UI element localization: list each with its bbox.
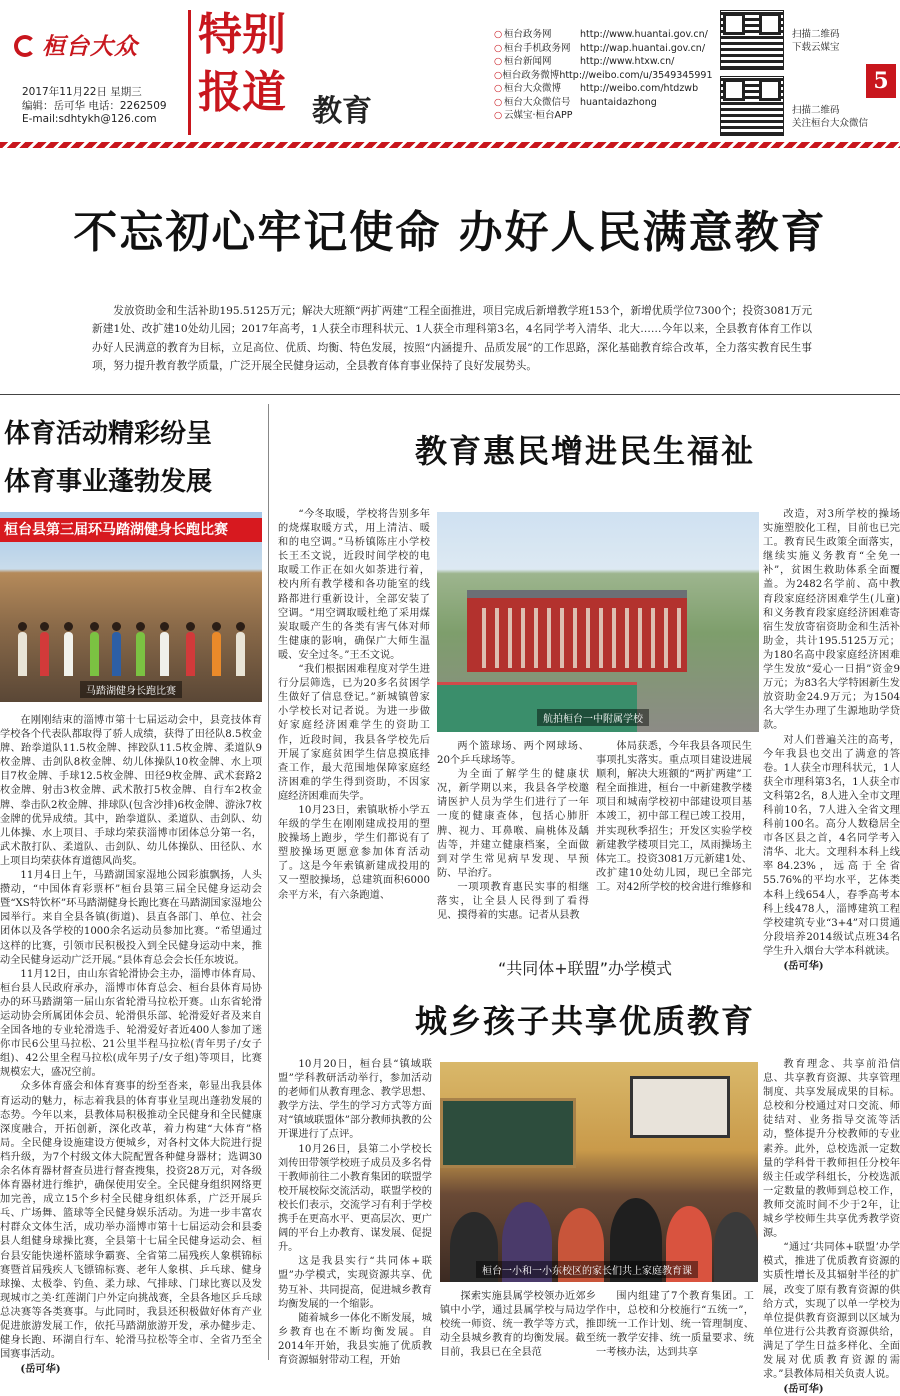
runner-figure — [18, 632, 27, 676]
qr-bottom-label — [792, 104, 868, 130]
projector-screen — [630, 1076, 730, 1138]
article-paragraph: 11月12日，由山东省轮滑协会主办，淄博市体育局、桓台县人民政府承办，淄博市体育总会、桓台县体育局协办的环马踏湖第一届山东省轮滑马拉松开赛。山东省轮滑运动协会所属团体会员、轮滑俱乐部、轮滑爱好者及来自全国各地的专业轮滑选手、轮滑爱好者近400人参加了迷你市民6公里马拉松、21公里半程马拉松(青年男子/女子组)、42公里全程马拉松(成年男子/女子组)等项目，比赛规模宏大，盛况空前。 — [0, 968, 262, 1079]
photo-caption: 航拍桓台一中附属学校 — [537, 709, 649, 726]
media-link-row[interactable] — [494, 42, 710, 56]
article-paragraph: 众多体育盛会和体育赛事的纷至沓来，彰显出我县体育运动的魅力，标志着我县的体育事业呈现出蓬勃发展的态势。今年以来，县教体局积极推动全民健身和全民健康深度融合，开拓创新，深化改革，着力构建“大体育”格局。全民健身设施建设方便城乡，对各村文体大院进行提档升级，为7个村级文体大院配置各种健身器材；选调30余名体育器材督查员进行督查搜集，投资28万元，对各级体育器材进行维护，确保使用安全。全民健身组织网络更加完善，成立15个乡村全民健身组织体系，广泛开展乒乓、广场舞、篮球等全民健身娱乐活动。为进一步丰富农村群众文体生活，成功举办淄博市第十七届运动会和县委县人组健身球操比赛，全县第十七届全民健身运动会、桓台县安能快递杯篮球争霸赛、全省第二届残疾人象棋锦标赛暨首届残疾人飞镖锦标赛、老年人象棋、乒乓球、健身球操、太极拳、钓鱼、柔力球、气排球、门球比赛以及发现城市之美·红莲湖门户外定向挑战赛，全县各地区乒乓球总决赛等各类赛事。与此同时，我县还积极做好体育产业促进旅游发展工作，依托马踏湖旅游开发，承办健步走、健身长跑、环湖自行车、轮滑马拉松等全市、全省乃至全国赛事活动。 — [0, 1081, 262, 1361]
school-aerial-photo — [437, 512, 759, 732]
link-url[interactable]: http://weibo.com/htdzwb — [580, 83, 699, 94]
media-link-row[interactable] — [494, 55, 710, 69]
article-paragraph: 10月20日，桓台县“镇域联盟”学科教研活动举行，参加活动的老师们从教育理念、教学思想、教学方法、学生的学习方式等方面对“镇域联盟体”部分教师执教的公开课进行了点评。 — [278, 1059, 432, 1141]
qr-code-icon[interactable] — [720, 76, 784, 136]
column-divider — [268, 404, 269, 1360]
issue-editor: 编辑：岳可华 电话：2262509 — [22, 99, 167, 112]
header-rule — [0, 142, 900, 148]
runner-figure — [64, 632, 73, 676]
link-url[interactable]: http://www.huantai.gov.cn/ — [580, 29, 708, 40]
qr-top-label-line: 下载云媒宝 — [792, 42, 840, 53]
classroom-photo — [440, 1062, 758, 1282]
urban-rural-article-col-3 — [596, 1290, 754, 1360]
sports-headline-line-1: 体育活动精彩纷呈 — [4, 419, 213, 449]
runner-figure — [186, 632, 195, 676]
lead-paragraph: 发放资助金和生活补助195.5125万元；解决大班额“两扩两建”工程全面推进，项目完成后新增教学班153个，新增优质学位7300个；投资3081万元新建1处、改扩建10处幼儿园；2017年高考，1人获全市理科状元、1人获全市理科第3名，4名同学考入清华、北大……今年以来，全县教育体育工作以办好人民满意的教育为目标，立足高位、优质、均衡、特色发展，按照“内涵提升、品质发展”的工作思路，深化基础教育综合改革，全力落实教育民生事项，努力提升教育教学质量，广泛开展全民健身运动，全县教育体育事业保持了良好发展势头。 — [92, 305, 812, 372]
photo-caption: 桓台一小和一小东校区的家长们共上家庭教育课 — [476, 1261, 698, 1278]
runner-figure — [212, 632, 221, 676]
sports-headline — [4, 410, 264, 506]
article-paragraph: 随着城乡一体化不断发展，城乡教育也在不断均衡发展。自2014年开始，我县实施了优质教育资源辐射带动工程，开始 — [278, 1312, 432, 1366]
issue-info — [22, 86, 167, 127]
logo-icon — [14, 35, 36, 57]
bullet-icon: ○ — [494, 29, 503, 40]
bullet-icon: ○ — [494, 69, 503, 81]
article-paragraph: 为全面了解学生的健康状况，新学期以来，我县各学校邀请医护人员为学生们进行了一年一度的健康查体，包括心肺肝脾、视力、耳鼻喉、扁桃体及龋齿等，并建立健康档案，全面做到对学生常见病早发现、早预防、早治疗。 — [437, 769, 589, 879]
article-paragraph: 10月23日，索镇耿桥小学五年级的学生在刚刚建成投用的塑胶操场上跑步，学生们都说有了塑胶操场更愿意参加体育活动了。这是今年索镇新建成投用的又一塑胶操场，总建筑面积6000余平方米，有六条跑道、 — [278, 804, 430, 901]
link-url[interactable]: huantaidazhong — [580, 96, 657, 108]
article-paragraph: “通过‘共同体+联盟’办学模式，推进了优质教育资源的实质性增长及其辐射半径的扩展，改变了原有教育资源的供给方式，实现了以单一学校为单位提供教育资源到以区域为单位进行公共教育资源供给，满足了学生日益多样化、全面发展对优质教育资源的需求。”县教体局相关负责人说。 — [763, 1242, 900, 1381]
media-links — [494, 28, 713, 123]
welfare-article-col-4 — [763, 508, 900, 972]
runner-figure — [40, 632, 49, 676]
bullet-icon: ○ — [494, 42, 503, 54]
article-paragraph: 这是我县实行“共同体+联盟”办学模式，实现资源共享、优势互补、共同提高，促进城乡教育均衡发展的一个缩影。 — [278, 1256, 432, 1310]
bullet-icon: ○ — [494, 96, 503, 108]
link-url[interactable]: http://wap.huantai.gov.cn/ — [580, 42, 706, 54]
link-name: 桓台手机政务网 — [504, 42, 571, 54]
article-paragraph: “我们根据困难程度对学生进行分层筛选，已为20多名贫困学生做好了信息登记。”新城镇曾家小学校长对记者说。为进一步做好家庭经济困难学生的资助工作，近段时间，我县各学校先后开展了家庭贫困学生信息摸底排查工作，最大范围地保障家庭经济困难的学生得到资助，不因家庭经济困难而失学。 — [278, 664, 430, 802]
media-link-row[interactable] — [494, 82, 710, 96]
link-name: 云媒宝·桓台APP — [504, 110, 573, 121]
runner-figure — [112, 632, 121, 676]
runner-figure — [236, 632, 245, 676]
photo-caption: 马踏湖健身长跑比赛 — [80, 681, 182, 698]
masthead — [0, 0, 900, 150]
page-number-badge: 5 — [866, 64, 896, 98]
bullet-icon: ○ — [494, 110, 503, 121]
article-paragraph: 在刚刚结束的淄博市第十七届运动会中，县竞技体育学校各个代表队都取得了骄人成绩，获得了田径队8.5枚金牌、跆拳道队11.5枚金牌、摔跤队11.5枚金牌、柔道队9枚金牌、击剑队8枚金牌、幼儿体操队10枚金牌、水上项目7枚金牌、手球12.5枚金牌、田径9枚金牌、武术套路2枚金牌、射击3枚金牌、武术散打5枚金牌、自行车2枚金牌、拳击队2枚金牌、排球队(包含沙排)6枚金牌、游泳7枚金牌的优异成绩。其中，跆拳道队、柔道队、击剑队、幼儿体操、水上项目、手球均荣获淄博市团体总分第一名，武术散打队、柔道队、击剑队、幼儿体操队、田径队、水上项目均荣获体育道德风尚奖。 — [0, 715, 262, 867]
link-name: 桓台大众微博 — [504, 83, 562, 94]
article-paragraph: 教育理念、共享前沿信息、共享教育资源、共享管理制度、共享发展成果的目标。总校和分校通过对口交流、师徒结对、业务指导交流等活动，整体提升分校教师的专业素养。此外，总校选派一定数量的学科骨干教师担任分校年级主任或学科组长，分校选派一定数量的教师到总校工作，教师交流时间不少于2年，让城乡学校师生共享优秀教学资源。 — [763, 1059, 900, 1240]
sports-headline-line-2: 体育事业蓬勃发展 — [4, 467, 213, 497]
media-link-row[interactable] — [494, 96, 710, 110]
link-url[interactable]: http://weibo.com/u/3549345991 — [559, 69, 713, 81]
link-url[interactable]: http://www.htxw.cn/ — [580, 56, 675, 67]
article-paragraph: “今冬取暖，学校将告别多年的烧煤取暖方式，用上清洁、暖和的电空调。”马桥镇陈庄小学校长王丕文说，近段时间学校的电取暖工作正在如火如荼进行着，校内所有教学楼和各功能室的线路都进行重新设计，全部安装了空调。“用空调取暖杜绝了采用煤炭取暖产生的各类有害气体对师生健康的影响，确保广大师生温暖、安全过冬。”王丕文说。 — [278, 509, 430, 661]
link-name: 桓台政务网 — [504, 29, 552, 40]
sports-article-body — [0, 714, 262, 1376]
masthead-logo — [14, 28, 138, 61]
urban-rural-article-col-2 — [440, 1290, 596, 1360]
qr-top-label — [792, 28, 840, 54]
runner-figure — [136, 632, 145, 676]
section-title: 特别报道 — [198, 9, 286, 118]
qr-top-label-line: 扫描二维码 — [792, 29, 840, 40]
urban-rural-article-col-1 — [278, 1058, 432, 1366]
issue-date: 2017年11月22日 星期三 — [22, 86, 142, 98]
urban-rural-subhead: “共同体+联盟”办学模式 — [498, 959, 672, 978]
issue-email: E-mail:sdhtykh@126.com — [22, 113, 157, 125]
welfare-article-col-1 — [278, 508, 430, 901]
welfare-article-col-2 — [437, 740, 589, 922]
article-paragraph: 探索实施县属学校领办近郊乡镇中小学，通过县属学校与局边学校统一师资、统一教学等方式，推动全县城乡教育的均衡发展。截至目前，我县已在全县范 — [440, 1291, 596, 1359]
article-paragraph: 一项项教育惠民实事的相继落实，让全县人民得到了看得见、摸得着的实惠。记者从县教 — [437, 881, 589, 922]
article-paragraph: 10月26日，县第二小学校长刘传田带领学校班子成员及多名骨干教师前往二小教育集团的联盟学校开展校际交流活动，联盟学校的校长们表示，交流学习有利于学校携手在更高水平、更高层次、更广阔的平台上办教育、谋发展、促提升。 — [278, 1143, 432, 1254]
link-name: 桓台大众微信号 — [504, 96, 571, 108]
link-name: 桓台政务微博 — [502, 69, 560, 81]
bullet-icon: ○ — [494, 56, 503, 67]
school-building — [467, 590, 687, 672]
welfare-headline: 教育惠民增进民生福祉 — [414, 432, 755, 470]
media-link-row[interactable] — [494, 69, 713, 83]
article-paragraph: 两个篮球场、两个网球场、20个乒乓球场等。 — [437, 741, 589, 767]
runner-figure — [90, 632, 99, 676]
article-paragraph: 体局获悉，今年我县各项民生事项扎实落实。重点项目建设进展顺利，解决大班额的“两扩两建”工程全面推进，桓台一中新建教学楼项目和城南学校初中部建设项目基本竣工，初中部工程已竣工投用，并实现秋季招生；开发区实验学校新建教学楼项目完工，凤雨操场主体完工。投资3081万元新建1处、改扩建10处幼儿园，现已全部完工。对42所学校的校舍进行维修和 — [596, 741, 752, 893]
media-link-row[interactable] — [494, 109, 710, 123]
section-rule — [0, 394, 900, 395]
blackboard — [440, 1098, 576, 1168]
media-link-row[interactable] — [494, 28, 710, 42]
urban-rural-headline: 城乡孩子共享优质教育 — [414, 1002, 755, 1040]
article-byline: (岳可华) — [20, 1363, 61, 1376]
qr-code-icon[interactable] — [720, 10, 784, 70]
race-banner: 桓台县第三届环马踏湖健身长跑比赛 — [0, 518, 262, 542]
article-byline: (岳可华) — [783, 1383, 824, 1396]
main-headline: 不忘初心牢记使命 办好人民满意教育 — [73, 207, 827, 258]
qr-bottom-label-line: 扫描二维码 — [792, 105, 840, 116]
audience-figure — [714, 1212, 758, 1282]
qr-bottom-label-line: 关注桓台大众微信 — [792, 118, 869, 129]
section-subtitle: 教育 — [312, 94, 372, 129]
running-race-photo — [0, 512, 262, 702]
runner-figure — [160, 632, 169, 676]
logo-text: 桓台大众 — [42, 33, 138, 60]
article-paragraph: 对人们普遍关注的高考，今年我县也交出了满意的答卷。1人获全市理科状元，1人获全市理科第3名，1人获全市文科第2名，8人进入全市文理科前10名，7人进入全省文理科前100名。高分人数稳居全市各区县之首，4名同学考入清华、北大。文理科本科上线率84.23%，远高于全省55.76%的平均水平，艺体类本科上线654人，春季高考本科上线478人，淄博建筑工程学校建筑专业“3+4”对口贯通分段培养2014级试点班34名学生升入烟台大学本科就读。 — [763, 734, 900, 957]
link-name: 桓台新闻网 — [504, 56, 552, 67]
bullet-icon: ○ — [494, 83, 503, 94]
urban-rural-article-col-4 — [763, 1058, 900, 1396]
article-paragraph: 围内组建了7个教育集团。工作中，总校和分校施行“五统一”，即统一工作计划、统一管理制度、统一教学安排、统一质量要求、统一考核办法，达到共享 — [596, 1291, 754, 1359]
welfare-article-col-3 — [596, 740, 752, 900]
article-paragraph: 11月4日上午，马踏湖国家湿地公园彩旗飘扬，人头攒动，“中国体育彩票杯”桓台县第三届全民健身运动会暨“XS特饮杯”环马踏湖健身长跑比赛在马踏湖国家湿地公园举行。来自全县各镇(街道)、县直各部门、单位、社会团体以及各学校的1000余名运动员参加比赛。“希望通过这样的比赛，引领市民积极投入到全民健身运动中来，推动全民健身运动广泛开展。”县体育总会会长任东坡说。 — [0, 870, 262, 966]
article-paragraph: 改造，对3所学校的操场实施塑胶化工程，目前也已完工。教育民生政策全面落实，继续实施义务教育“全免一补”，贫困生救助体系全面覆盖。为2482名学前、高中教育段家庭经济困难学生(儿童)和义务教育段家庭经济困难寄宿生发放寄宿资助金和生活补助金，共计195.5125万元；为180名高中段家庭经济困难学生发放“爱心一日捐”资金9万元；为83名大学特困新生发放资助金24.9万元；为1504名大学生办理了生源地助学贷款。 — [763, 509, 900, 732]
section-divider — [188, 10, 191, 135]
article-byline: (岳可华) — [783, 960, 824, 972]
